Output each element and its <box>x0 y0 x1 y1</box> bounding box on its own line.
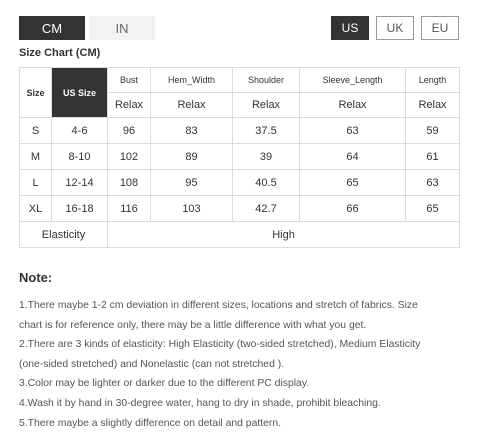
value-cell: 103 <box>151 196 233 222</box>
unit-option-in[interactable]: IN <box>89 16 155 40</box>
column-header-length: Length <box>406 68 460 93</box>
value-cell: 63 <box>300 118 406 144</box>
note-title: Note: <box>19 270 53 285</box>
note-line: 5.There maybe a slightly difference on detail and pattern. <box>19 417 282 429</box>
us-size-cell: 8-10 <box>52 144 108 170</box>
elasticity-value: High <box>108 222 460 248</box>
value-cell: 63 <box>406 170 460 196</box>
size-cell: XL <box>20 196 52 222</box>
value-cell: 65 <box>406 196 460 222</box>
chart-title: Size Chart (CM) <box>19 47 101 59</box>
size-cell: S <box>20 118 52 144</box>
value-cell: 96 <box>108 118 151 144</box>
value-cell: 40.5 <box>233 170 300 196</box>
table-row <box>20 118 460 144</box>
table-row <box>20 170 460 196</box>
column-header-sleeve-length: Sleeve_Length <box>300 68 406 93</box>
elasticity-label: Elasticity <box>20 222 108 248</box>
fit-label: Relax <box>108 93 151 118</box>
value-cell: 59 <box>406 118 460 144</box>
fit-label: Relax <box>151 93 233 118</box>
fit-label: Relax <box>233 93 300 118</box>
size-cell: L <box>20 170 52 196</box>
value-cell: 37.5 <box>233 118 300 144</box>
value-cell: 65 <box>300 170 406 196</box>
fit-label: Relax <box>406 93 460 118</box>
unit-option-cm[interactable]: CM <box>19 16 85 40</box>
value-cell: 95 <box>151 170 233 196</box>
table-header-row <box>20 68 460 93</box>
note-line: 2.There are 3 kinds of elasticity: High Elasticity (two-sided stretched), Medium Elasticity <box>19 339 421 351</box>
note-line: chart is for reference only, there may be a little difference with what you get. <box>19 319 367 331</box>
value-cell: 39 <box>233 144 300 170</box>
value-cell: 83 <box>151 118 233 144</box>
us-size-header: US Size <box>52 68 108 118</box>
note-line: (one-sided stretched) and Nonelastic (can not stretched ). <box>19 358 285 370</box>
column-header-shoulder: Shoulder <box>233 68 300 93</box>
column-header-bust: Bust <box>108 68 151 93</box>
us-size-cell: 12-14 <box>52 170 108 196</box>
table-row <box>20 144 460 170</box>
region-option-uk[interactable]: UK <box>376 16 414 40</box>
table-row <box>20 196 460 222</box>
value-cell: 102 <box>108 144 151 170</box>
column-header-hem-width: Hem_Width <box>151 68 233 93</box>
size-header: Size <box>20 68 52 118</box>
region-toggle <box>331 16 459 40</box>
value-cell: 42.7 <box>233 196 300 222</box>
value-cell: 108 <box>108 170 151 196</box>
us-size-cell: 4-6 <box>52 118 108 144</box>
value-cell: 61 <box>406 144 460 170</box>
elasticity-row <box>20 222 460 248</box>
value-cell: 64 <box>300 144 406 170</box>
region-option-eu[interactable]: EU <box>421 16 459 40</box>
value-cell: 89 <box>151 144 233 170</box>
us-size-cell: 16-18 <box>52 196 108 222</box>
note-line: 1.There maybe 1-2 cm deviation in different sizes, locations and stretch of fabrics. Size <box>19 300 418 311</box>
value-cell: 66 <box>300 196 406 222</box>
note-line: 3.Color may be lighter or darker due to the different PC display. <box>19 378 310 390</box>
fit-label: Relax <box>300 93 406 118</box>
size-cell: M <box>20 144 52 170</box>
note-list <box>19 296 459 433</box>
unit-toggle <box>19 16 155 40</box>
region-option-us[interactable]: US <box>331 16 369 40</box>
size-chart-table <box>19 67 460 248</box>
note-line: 4.Wash it by hand in 30-degree water, hang to dry in shade, prohibit bleaching. <box>19 397 381 409</box>
value-cell: 116 <box>108 196 151 222</box>
